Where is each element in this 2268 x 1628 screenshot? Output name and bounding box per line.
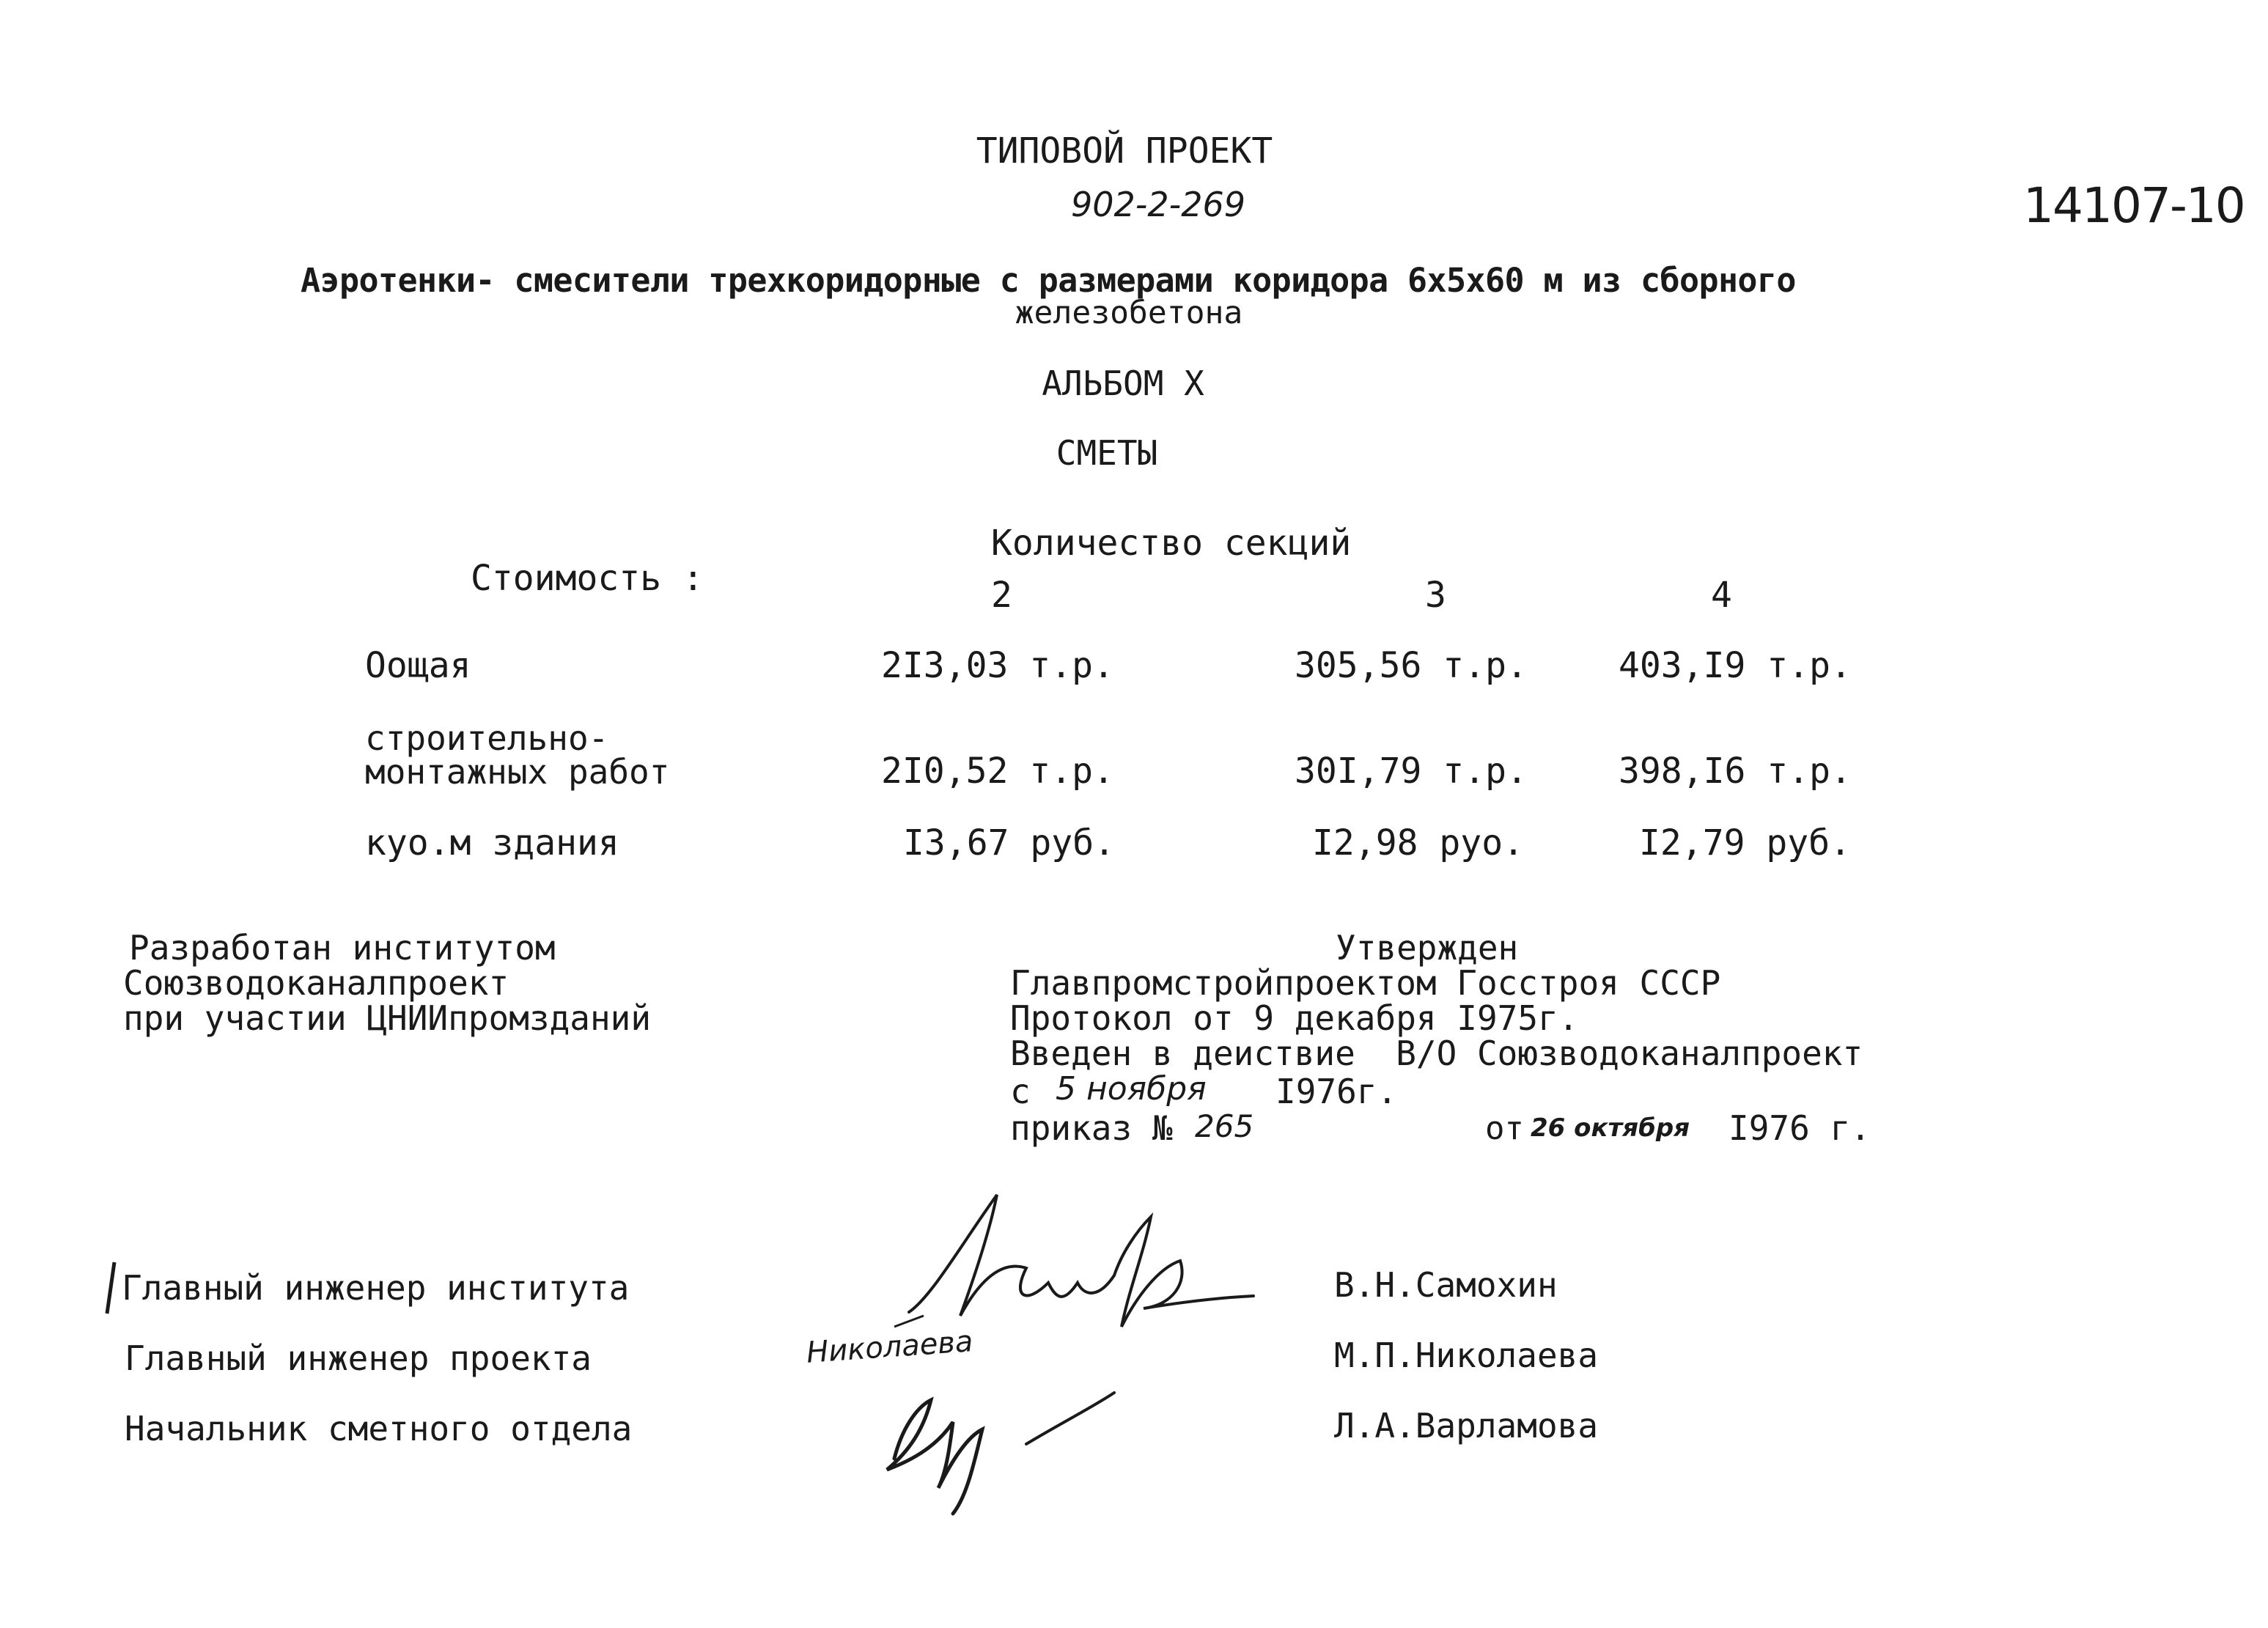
order-prefix: приказ № <box>1010 1108 1173 1148</box>
row-construction-value-3: 30I,79 т.р. <box>1295 751 1528 792</box>
margin-mark <box>104 1259 119 1318</box>
row-volume-value-4: I2,79 руб. <box>1639 822 1851 863</box>
cost-label: Стоимость : <box>471 558 704 599</box>
column-header-2: 2 <box>991 575 1012 616</box>
approved-line-3: Протокол от 9 декабря I975г. <box>1010 998 1579 1038</box>
handwritten-nikolaeva: Николаева <box>805 1325 974 1370</box>
archive-number: 14107-10 <box>2023 177 2245 234</box>
approved-line-5-suffix: I976г. <box>1275 1072 1398 1111</box>
sections-header: Количество секций <box>991 523 1352 564</box>
role-head-estimate-dept: Начальник сметного отдела <box>125 1409 633 1448</box>
row-total-value-3: 305,56 т.р. <box>1295 645 1528 686</box>
approved-line-4: Введен в деиствие В/О Союзводоканалпроект <box>1010 1034 1863 1073</box>
signature-varlamova <box>872 1371 1151 1517</box>
row-total-value-4: 403,I9 т.р. <box>1619 645 1852 686</box>
column-header-4: 4 <box>1711 575 1732 616</box>
row-total-value-2: 2I3,03 т.р. <box>881 645 1114 686</box>
title-line-2: железобетона <box>1015 295 1243 331</box>
developed-line-1: Разработан институтом <box>129 928 556 968</box>
row-construction-label-2: монтажных работ <box>365 752 670 792</box>
name-varlamova: Л.А.Варламова <box>1334 1406 1599 1445</box>
approved-line-5-prefix: с <box>1010 1072 1031 1111</box>
role-chief-engineer-institute: Главный инженер института <box>122 1268 630 1308</box>
order-from: от <box>1485 1110 1524 1147</box>
order-number-handwritten: 265 <box>1195 1108 1254 1144</box>
name-samokhin: В.Н.Самохин <box>1334 1265 1558 1305</box>
name-nikolaeva: М.П.Николаева <box>1334 1336 1599 1375</box>
section-label: СМЕТЫ <box>1056 433 1158 473</box>
approved-line-1: Утвержден <box>1336 928 1519 968</box>
row-volume-value-2: I3,67 руб. <box>903 822 1115 863</box>
role-chief-engineer-project: Главный инженер проекта <box>125 1338 592 1378</box>
order-year: I976 г. <box>1728 1108 1871 1148</box>
album-label: АЛЬБОМ X <box>1042 364 1204 403</box>
row-construction-label-1: строительно- <box>365 718 609 758</box>
column-header-3: 3 <box>1425 575 1446 616</box>
approved-date-handwritten: 5 ноября <box>1056 1070 1207 1108</box>
project-number: 902-2-269 <box>1070 185 1246 224</box>
order-date-handwritten: 26 октября <box>1531 1113 1690 1143</box>
project-type: ТИПОВОЙ ПРОЕКТ <box>976 130 1273 172</box>
row-volume-value-3: I2,98 руо. <box>1312 822 1524 863</box>
signature-samokhin <box>880 1187 1261 1363</box>
row-construction-value-2: 2I0,52 т.р. <box>881 751 1114 792</box>
row-total-label: Оощая <box>365 645 471 686</box>
row-construction-value-4: 398,I6 т.р. <box>1619 751 1852 792</box>
approved-line-2: Главпромстройпроектом Госстроя СССР <box>1010 963 1721 1003</box>
title-line-1: Аэротенки- смесители трехкоридорные с размерами коридора 6х5х60 м из сборного <box>301 261 1796 300</box>
developed-line-3: при участии ЦНИИпромзданий <box>123 998 652 1038</box>
row-volume-label: куо.м здания <box>365 822 619 863</box>
developed-line-2: Союзводоканалпроект <box>123 963 509 1003</box>
